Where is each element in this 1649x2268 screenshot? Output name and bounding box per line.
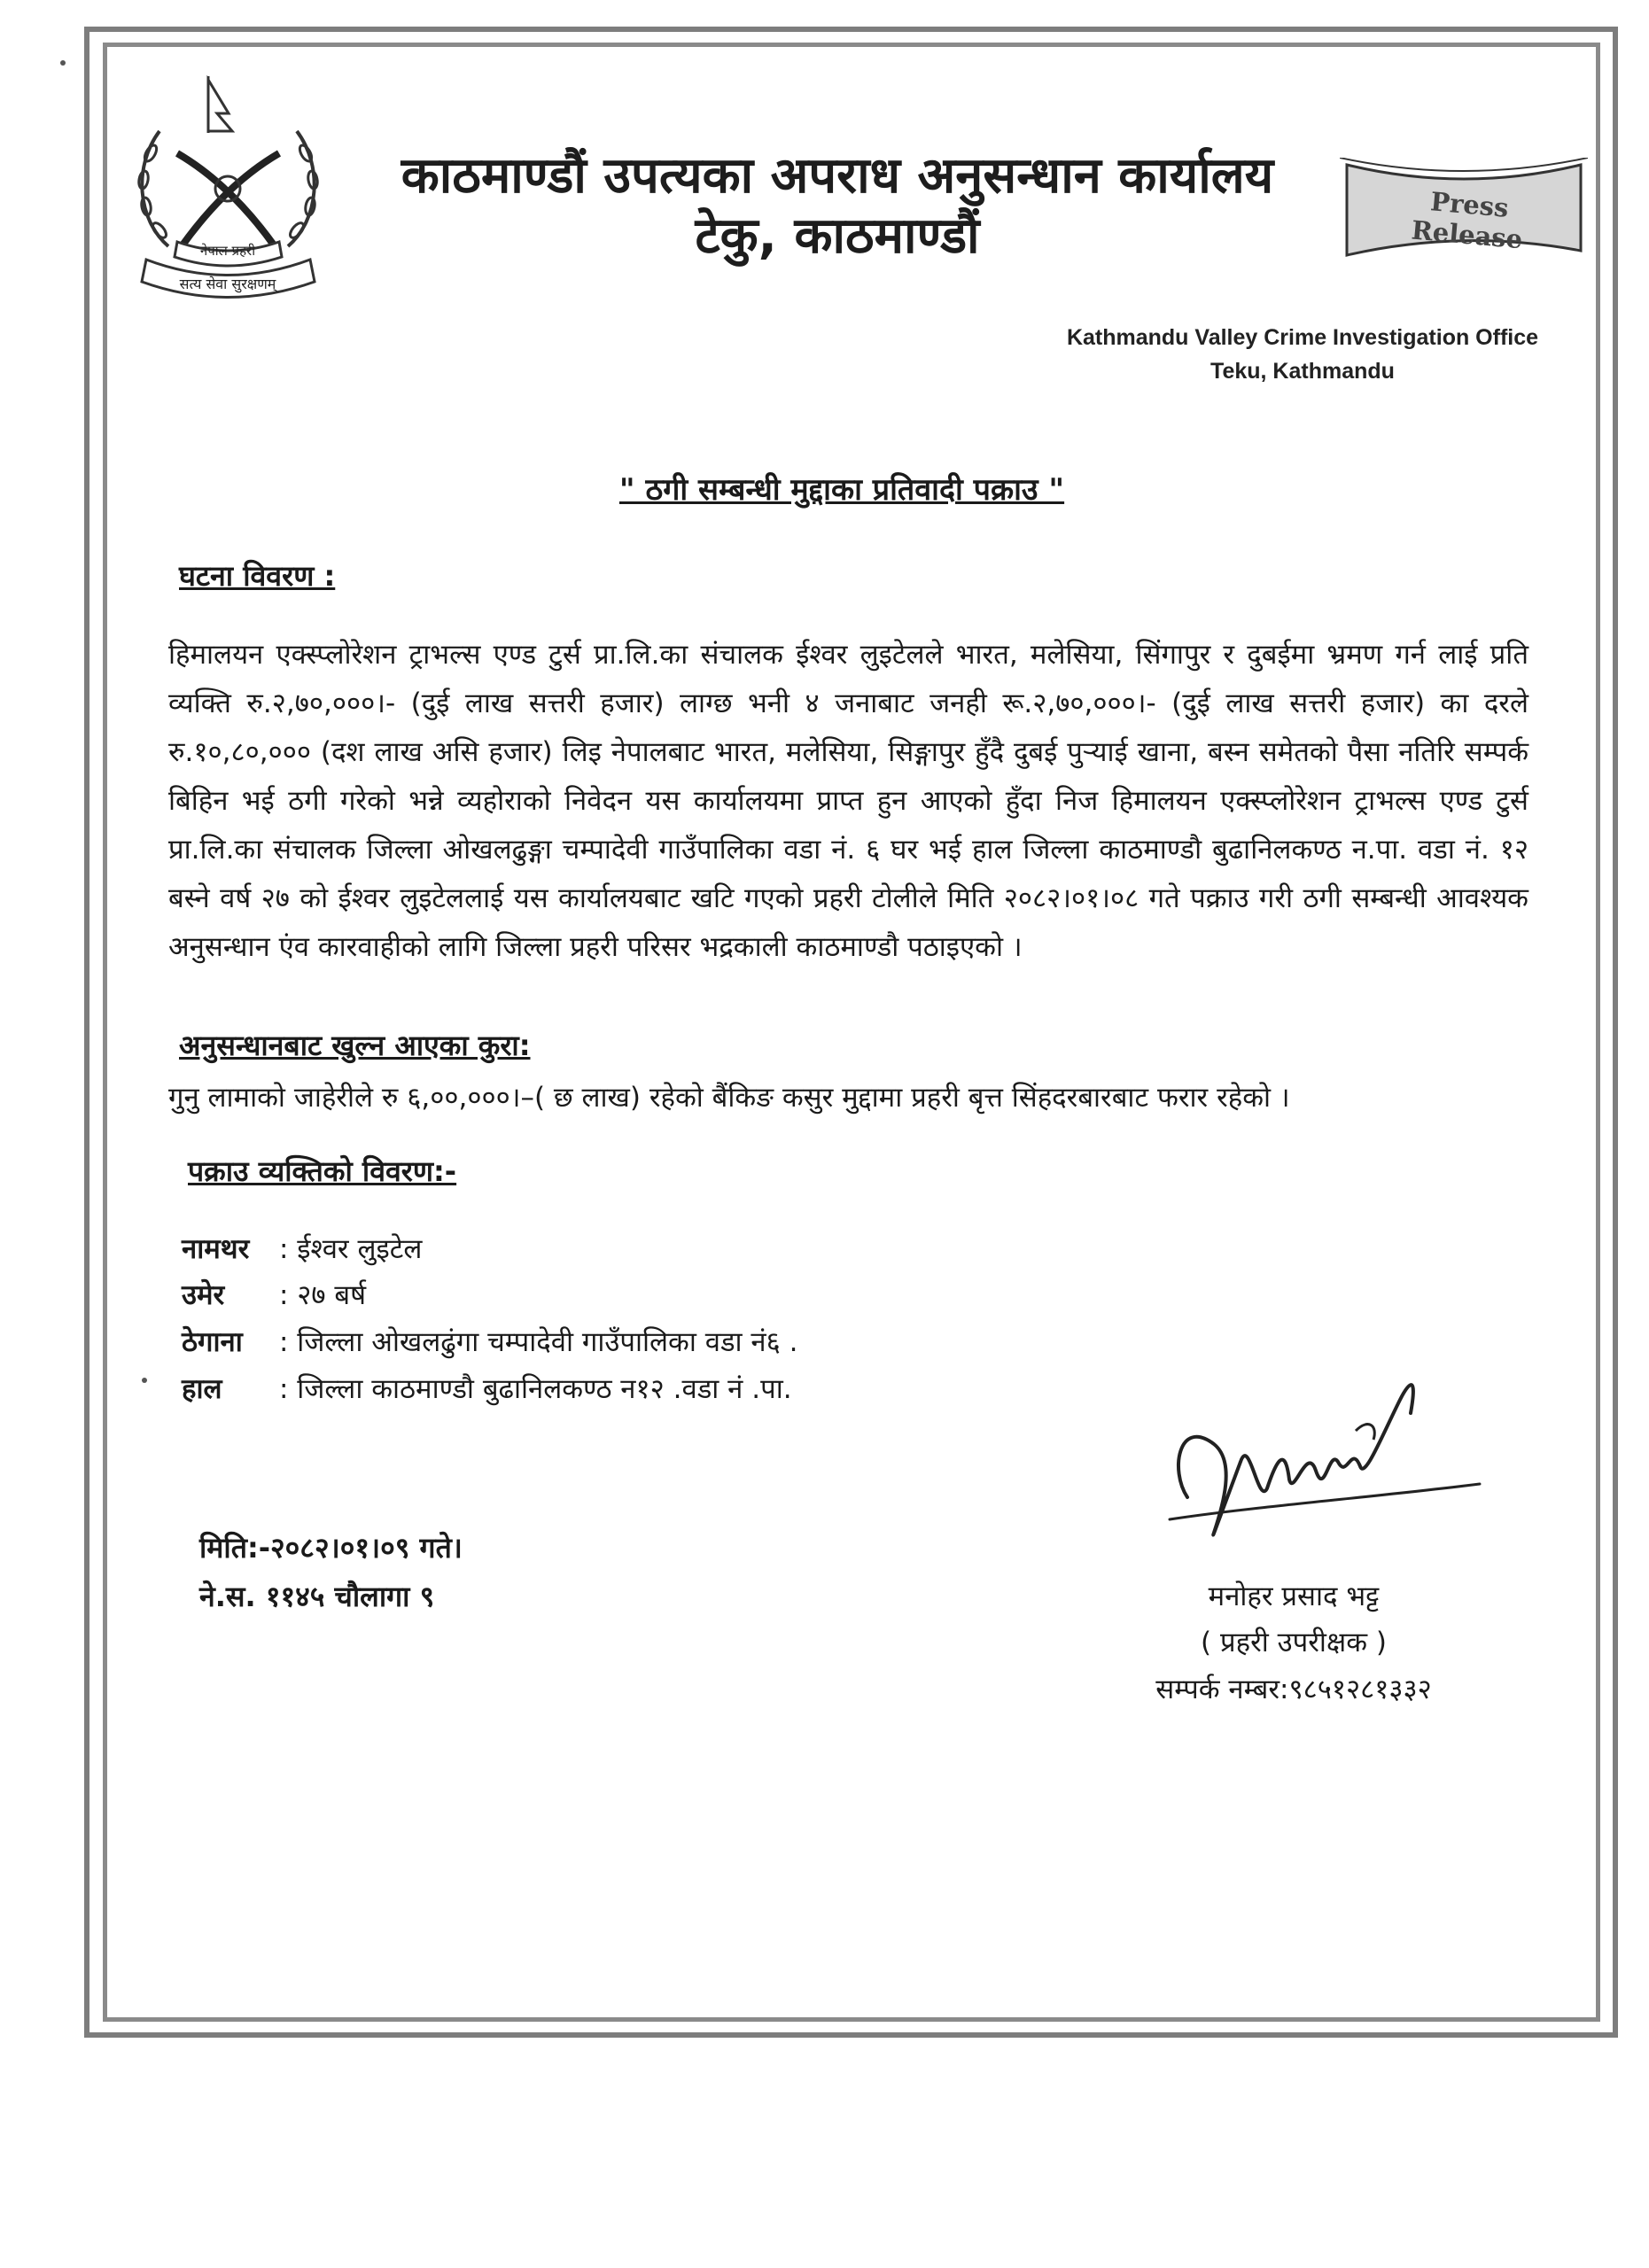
office-name-nepali <box>337 146 1338 267</box>
field-current-address-value: : जिल्ला काठमाण्डौ बुढानिलकण्ठ न१२ .वडा नं .पा. <box>279 1373 792 1405</box>
svg-text:सत्य सेवा सुरक्षणम्: सत्य सेवा सुरक्षणम् <box>179 276 276 292</box>
findings-body: गुनु लामाको जाहेरीले रु ६,००,०००।–( छ लाख) रहेको बैंकिङ कसुर मुद्दामा प्रहरी बृत्त सिंहदरबारबाट फरार रहेको । <box>168 1082 1290 1114</box>
date-line: मिति:-२०८२।०१।०९ गते। <box>199 1531 463 1565</box>
field-name <box>182 1227 422 1271</box>
office-name-en-line1: Kathmandu Valley Crime Investigation Office <box>1066 325 1539 350</box>
signatory-contact: सम्पर्क नम्बर:९८५१२८१३३२ <box>1155 1674 1432 1705</box>
field-address <box>182 1320 797 1364</box>
field-current-address <box>182 1367 792 1411</box>
field-address-label: ठेगाना <box>182 1326 243 1358</box>
field-age-value: : २७ बर्ष <box>279 1279 367 1311</box>
signatory-name: मनोहर प्रसाद भट्ट <box>1208 1581 1380 1612</box>
findings-heading: अनुसन्धानबाट खुल्न आएका कुरा: <box>179 1029 531 1062</box>
incident-body: हिमालयन एक्स्प्लोरेशन ट्राभल्स एण्ड टुर्स प्रा.लि.का संचालक ईश्वर लुइटेलले भारत, मलेसिया, सिंगापुर र दुबईमा भ्रमण गर्न लाई प्रति व्यक्ति रु.२,७०,०००।- (दुई लाख सत्तरी हजार) लाग्छ भनी ४ जनाबाट जनही रू.२,७०,०००।- (दुई लाख सत्तरी हजार) का दरले रु.१०,८०,००० (दश लाख असि हजार) लिइ नेपालबाट भारत, मलेसिया, सिङ्गापुर हुँदै दुबई पुऱ्याई खाना, बस्न समेतको पैसा नतिरि सम्पर्क बिहिन भई ठगी गरेको भन्ने व्यहोराको निवेदन यस कार्यालयमा प्राप्त हुन आएको हुँदा निज हिमालयन एक्स्प्लोरेशन ट्राभल्स एण्ड टुर्स प्रा.लि.का संचालक जिल्ला ओखलढुङ्गा चम्पादेवी गाउँपालिका वडा नं. ६ घर भई हाल जिल्ला काठमाण्डौ बुढानिलकण्ठ न.पा. वडा नं. १२ बस्ने वर्ष २७ को ईश्वर लुइटेललाई यस कार्यालयबाट खटि गएको प्रहरी टोलीले मिति २०८२।०१।०८ गते पक्राउ गरी ठगी सम्बन्धी आवश्यक अनुसन्धान एंव कारवाहीको लागि जिल्ला प्रहरी परिसर भद्रकाली काठमाण्डौ पठाइएको । <box>168 639 1528 963</box>
signature-image <box>1152 1364 1489 1568</box>
field-age-label: उमेर <box>182 1279 225 1311</box>
incident-heading: घटना विवरण : <box>179 559 336 593</box>
signatory-designation: ( प्रहरी उपरीक्षक ) <box>1201 1627 1387 1658</box>
press-release-label: Press Release <box>1410 186 1524 255</box>
nepal-sambat-date: ने.स. ११४५ चौलागा ९ <box>199 1580 435 1613</box>
svg-text:नेपाल प्रहरी: नेपाल प्रहरी <box>199 243 256 259</box>
field-current-address-label: हाल <box>182 1373 222 1405</box>
field-name-value: : ईश्वर लुइटेल <box>279 1233 423 1265</box>
field-name-label: नामथर <box>182 1233 250 1265</box>
scan-mark <box>142 1378 147 1383</box>
nepal-police-emblem-icon <box>124 69 332 317</box>
field-age <box>182 1273 366 1317</box>
office-name-en-line2: Teku, Kathmandu <box>1210 359 1395 384</box>
office-name-line1: काठमाण्डौं उपत्यका अपराध अनुसन्धान कार्यालय <box>401 147 1274 205</box>
arrested-heading: पक्राउ व्यक्तिको विवरण:- <box>188 1154 457 1188</box>
press-release-title: " ठगी सम्बन्धी मुद्दाका प्रतिवादी पक्राउ " <box>618 472 1065 508</box>
scan-mark <box>60 60 66 66</box>
field-address-value: : जिल्ला ओखलढुंगा चम्पादेवी गाउँपालिका वडा नं६ . <box>279 1326 798 1358</box>
office-name-line2: टेकु, काठमाण्डौं <box>695 207 980 265</box>
office-name-english <box>1019 321 1586 388</box>
